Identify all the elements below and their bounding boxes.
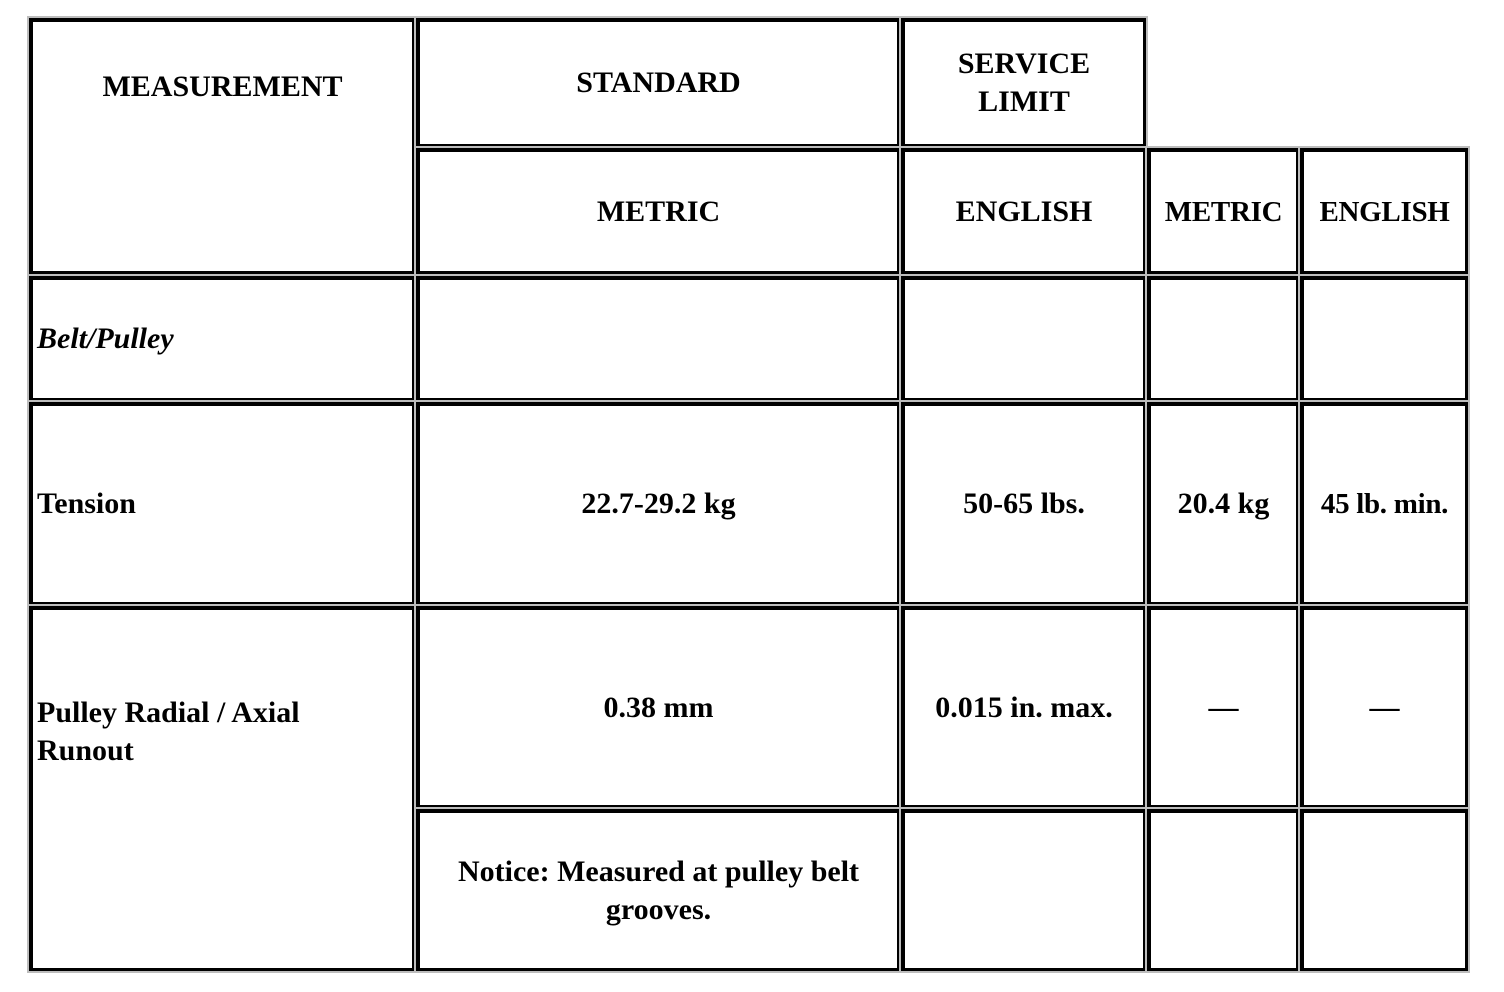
header-standard-label: STANDARD	[576, 66, 741, 99]
row-runout-svc-metric-value: —	[1208, 690, 1239, 724]
header-standard-metric-label: METRIC	[596, 194, 721, 228]
row-tension-std-english	[901, 402, 1146, 605]
section-empty-cell	[901, 276, 1146, 401]
section-empty-cell	[416, 276, 900, 401]
row-runout-measurement	[29, 606, 415, 971]
row-tension-svc-english	[1300, 402, 1468, 605]
row-tension-std-english-value: 50-65 lbs.	[963, 487, 1085, 520]
row-tension-std-metric-value: 22.7-29.2 kg	[581, 487, 736, 520]
notice-text: Notice: Measured at pulley belt grooves.	[457, 854, 860, 926]
header-service-limit-label: SERVICE LIMIT	[957, 47, 1091, 118]
row-runout-std-metric	[416, 606, 900, 808]
header-standard-metric	[416, 148, 900, 274]
header-standard-english	[901, 148, 1146, 274]
notice-cell	[416, 809, 900, 971]
header-service-english-label: ENGLISH	[1319, 195, 1450, 228]
row-tension-measurement	[29, 402, 415, 605]
row-tension-measurement-label: Tension	[37, 487, 136, 520]
row-runout-svc-english	[1300, 606, 1468, 808]
row-runout-svc-english-value: —	[1369, 690, 1400, 724]
header-service-english	[1300, 148, 1468, 274]
row-tension-svc-metric	[1147, 402, 1299, 605]
row-runout-std-english-value: 0.015 in. max.	[935, 690, 1113, 724]
section-label: Belt/Pulley	[37, 322, 174, 355]
header-service-metric	[1147, 148, 1299, 274]
section-label-cell	[29, 276, 415, 401]
row-tension-svc-english-value: 45 lb. min.	[1320, 488, 1449, 520]
row-runout-std-english	[901, 606, 1146, 808]
row-tension-svc-metric-value: 20.4 kg	[1177, 487, 1270, 520]
row-runout-svc-metric	[1147, 606, 1299, 808]
header-standard-english-label: ENGLISH	[955, 194, 1093, 228]
section-empty-cell	[1300, 276, 1468, 401]
notice-empty-cell	[1147, 809, 1299, 971]
row-tension-std-metric	[416, 402, 900, 605]
header-measurement-label: MEASUREMENT	[102, 70, 343, 103]
notice-empty-cell	[1300, 809, 1468, 971]
notice-empty-cell	[901, 809, 1146, 971]
header-standard	[416, 18, 900, 147]
header-service-metric-label: METRIC	[1164, 195, 1283, 228]
row-runout-std-metric-value: 0.38 mm	[603, 690, 714, 724]
row-runout-measurement-label: Pulley Radial / Axial Runout	[37, 696, 300, 767]
header-service-limit	[901, 18, 1146, 147]
section-empty-cell	[1147, 276, 1299, 401]
header-measurement	[29, 18, 415, 274]
